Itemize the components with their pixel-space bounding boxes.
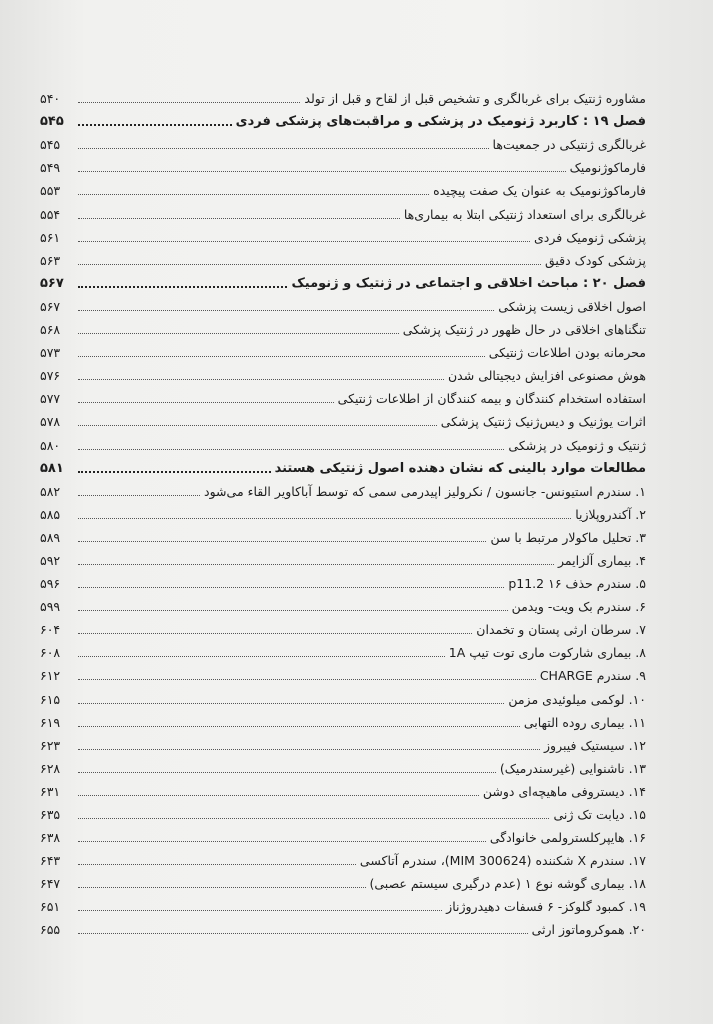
toc-entry-title: ۶. سندرم بک ویت- ویدمن bbox=[511, 599, 646, 615]
toc-chapter-heading bbox=[40, 107, 646, 130]
toc-entry-title: غربالگری ژنتیکی در جمعیت‌ها bbox=[492, 137, 646, 153]
dot-leader bbox=[78, 610, 508, 611]
toc-entry-title: مطالعات موارد بالینی که نشان دهنده اصول ژنتیکی هستند bbox=[274, 460, 646, 476]
toc-entry-title: ۲. آکندروپلازیا bbox=[575, 506, 646, 522]
toc-page-number: ۵۶۱ bbox=[40, 229, 61, 245]
toc-entry-title: محرمانه بودن اطلاعات ژنتیکی bbox=[488, 345, 646, 361]
toc-entry bbox=[40, 199, 646, 222]
toc-entry bbox=[40, 731, 646, 754]
toc-entry-title: ژنتیک و ژنومیک در پزشکی bbox=[508, 437, 646, 453]
dot-leader bbox=[78, 656, 445, 657]
toc-page-number: ۶۳۱ bbox=[40, 783, 61, 799]
toc-entry-title: اصول اخلاقی زیست پزشکی bbox=[498, 298, 646, 314]
dot-leader bbox=[78, 587, 504, 588]
toc-entry-title: ۱۵. دیابت تک ژنی bbox=[553, 807, 646, 822]
toc-entry-title: ۸. بیماری شارکوت ماری توت تیپ 1A bbox=[448, 645, 646, 661]
toc-entry-title: ۱۲. سیستیک فیبروز bbox=[544, 737, 646, 753]
toc-page-number: ۶۵۱ bbox=[40, 899, 61, 915]
toc-page-number: ۶۴۷ bbox=[40, 876, 61, 892]
toc-entry-title: ۵. سندرم حذف ۱۶ p11.2 bbox=[508, 576, 646, 592]
dot-leader bbox=[78, 310, 494, 311]
toc-page-number: ۵۴۵ bbox=[40, 114, 64, 130]
toc-entry-title: فارماکوژنومیک bbox=[569, 160, 646, 176]
toc-entry-title: غربالگری برای استعداد ژنتیکی ابتلا به بیماری‌ها bbox=[403, 206, 646, 222]
dot-leader bbox=[78, 910, 442, 911]
toc-entry bbox=[40, 246, 646, 269]
dot-leader bbox=[78, 264, 541, 265]
dot-leader bbox=[78, 379, 444, 380]
toc-entry bbox=[40, 407, 646, 430]
toc-page-number: ۵۴۵ bbox=[40, 137, 61, 153]
toc-entry bbox=[40, 361, 646, 384]
dot-leader bbox=[78, 726, 520, 727]
toc-page-number: ۵۷۶ bbox=[40, 368, 61, 384]
toc-entry bbox=[40, 892, 646, 915]
dot-leader bbox=[78, 402, 334, 403]
toc-entry-title: استفاده استخدام کنندگان و بیمه کنندگان از اطلاعات ژنتیکی bbox=[337, 391, 646, 407]
toc-entry bbox=[40, 430, 646, 453]
toc-page-number: ۵۸۲ bbox=[40, 483, 61, 499]
toc-entry bbox=[40, 84, 646, 107]
toc-entry bbox=[40, 338, 646, 361]
dot-leader bbox=[78, 772, 496, 773]
toc-entry-title: فصل ۱۹ : کاربرد ژنومیک در پزشکی و مراقبت‌های پزشکی فردی bbox=[235, 114, 646, 130]
dot-leader bbox=[78, 933, 528, 934]
toc-entry bbox=[40, 846, 646, 869]
toc-page-number: ۶۱۲ bbox=[40, 668, 61, 684]
table-of-contents bbox=[40, 84, 646, 938]
toc-page-number: ۵۸۹ bbox=[40, 529, 61, 545]
toc-entry-title: ۱۷. سندرم X شکننده (MIM 300624)، سندرم آتاکسی bbox=[359, 853, 646, 869]
toc-entry-title: فارماکوژنومیک به عنوان یک صفت پیچیده bbox=[433, 183, 646, 199]
dot-leader bbox=[78, 102, 300, 103]
dot-leader bbox=[78, 124, 232, 126]
toc-entry bbox=[40, 523, 646, 546]
toc-entry-title: پزشکی ژنومیک فردی bbox=[534, 229, 646, 245]
toc-page-number: ۵۸۵ bbox=[40, 506, 61, 522]
toc-entry-title: پزشکی کودک دقیق bbox=[544, 252, 646, 268]
dot-leader bbox=[78, 449, 504, 450]
dot-leader bbox=[78, 425, 437, 426]
toc-entry bbox=[40, 500, 646, 523]
dot-leader bbox=[78, 564, 554, 565]
toc-chapter-heading bbox=[40, 269, 646, 292]
toc-entry bbox=[40, 638, 646, 661]
toc-page-number: ۶۱۹ bbox=[40, 714, 61, 730]
toc-page-number: ۶۰۴ bbox=[40, 622, 61, 638]
dot-leader bbox=[78, 356, 485, 357]
toc-entry bbox=[40, 684, 646, 707]
toc-entry bbox=[40, 176, 646, 199]
dot-leader bbox=[78, 541, 486, 542]
toc-entry-title: ۱. سندرم استیونس- جانسون / نکرولیز اپیدرمی سمی که توسط آباکاویر القاء می‌شود bbox=[204, 483, 646, 499]
toc-entry bbox=[40, 130, 646, 153]
dot-leader bbox=[78, 333, 399, 334]
toc-page-number: ۶۰۸ bbox=[40, 645, 61, 661]
toc-page-number: ۵۷۳ bbox=[40, 345, 61, 361]
toc-entry-title: تنگناهای اخلاقی در حال ظهور در ژنتیک پزشکی bbox=[402, 322, 646, 338]
toc-entry-title: ۱۱. بیماری روده التهابی bbox=[523, 714, 646, 730]
toc-entry bbox=[40, 777, 646, 800]
dot-leader bbox=[78, 194, 429, 195]
dot-leader bbox=[78, 241, 530, 242]
dot-leader bbox=[78, 148, 489, 149]
toc-page-number: ۵۸۱ bbox=[40, 460, 64, 476]
dot-leader bbox=[78, 818, 549, 819]
dot-leader bbox=[78, 841, 486, 842]
toc-page-number: ۵۶۷ bbox=[40, 298, 61, 314]
toc-entry bbox=[40, 546, 646, 569]
toc-chapter-heading bbox=[40, 454, 646, 477]
toc-entry bbox=[40, 869, 646, 892]
toc-entry-title: هوش مصنوعی افزایش دیجیتالی شدن bbox=[448, 368, 646, 384]
toc-entry-title: ۷. سرطان ارثی پستان و تخمدان bbox=[476, 622, 646, 638]
dot-leader bbox=[78, 864, 356, 865]
toc-entry-title: ۱۹. کمبود گلوکز- ۶ فسفات دهیدروژناز bbox=[446, 899, 646, 915]
toc-page-number: ۵۹۹ bbox=[40, 599, 61, 615]
dot-leader bbox=[78, 633, 472, 634]
toc-entry-title: فصل ۲۰ : مباحث اخلاقی و اجتماعی در ژنتیک و ژنومیک bbox=[291, 275, 646, 291]
toc-page-number: ۶۵۵ bbox=[40, 922, 61, 938]
toc-page-number: ۵۴۰ bbox=[40, 91, 61, 107]
toc-page-number: ۵۴۹ bbox=[40, 160, 61, 176]
toc-entry-title: مشاوره ژنتیک برای غربالگری و تشخیص قبل از لقاح و قبل از تولد bbox=[304, 91, 646, 107]
toc-entry-title: ۱۸. بیماری گوشه نوع ۱ (عدم درگیری سیستم عصبی) bbox=[369, 876, 646, 892]
toc-page-number: ۶۴۳ bbox=[40, 853, 61, 869]
dot-leader bbox=[78, 795, 479, 796]
toc-page-number: ۶۲۸ bbox=[40, 760, 61, 776]
toc-entry bbox=[40, 592, 646, 615]
toc-page-number: ۶۱۵ bbox=[40, 691, 61, 707]
toc-entry bbox=[40, 223, 646, 246]
toc-page-number: ۵۷۷ bbox=[40, 391, 61, 407]
toc-page-number: ۵۹۶ bbox=[40, 576, 61, 592]
toc-entry bbox=[40, 800, 646, 823]
toc-entry-title: ۴. بیماری آلزایمر bbox=[558, 552, 646, 568]
toc-entry bbox=[40, 569, 646, 592]
dot-leader bbox=[78, 703, 504, 704]
dot-leader bbox=[78, 495, 200, 496]
toc-entry bbox=[40, 615, 646, 638]
toc-entry-title: ۱۶. هایپرکلسترولمی خانوادگی bbox=[489, 830, 646, 846]
toc-page-number: ۵۶۷ bbox=[40, 275, 64, 291]
toc-entry bbox=[40, 292, 646, 315]
dot-leader bbox=[78, 679, 536, 680]
toc-page-number: ۵۶۸ bbox=[40, 322, 61, 338]
toc-entry bbox=[40, 315, 646, 338]
toc-entry bbox=[40, 754, 646, 777]
toc-entry bbox=[40, 661, 646, 684]
toc-page-number: ۵۹۲ bbox=[40, 552, 61, 568]
toc-entry bbox=[40, 915, 646, 938]
dot-leader bbox=[78, 749, 540, 750]
toc-entry-title: ۱۳. ناشنوایی (غیرسندرمیک) bbox=[499, 760, 646, 776]
toc-entry-title: ۹. سندرم CHARGE bbox=[539, 668, 646, 684]
toc-entry-title: ۱۰. لوکمی میلوئیدی مزمن bbox=[508, 691, 646, 707]
toc-entry-title: ۳. تحلیل ماکولار مرتبط با سن bbox=[490, 529, 646, 545]
toc-entry-title: اثرات یوژنیک و دیس‌ژنیک ژنتیک پزشکی bbox=[440, 414, 646, 430]
toc-page-number: ۵۵۴ bbox=[40, 206, 61, 222]
toc-page-number: ۵۷۸ bbox=[40, 414, 61, 430]
toc-page-number: ۵۸۰ bbox=[40, 437, 61, 453]
dot-leader bbox=[78, 286, 287, 288]
toc-page-number: ۶۳۵ bbox=[40, 807, 61, 822]
dot-leader bbox=[78, 471, 271, 473]
toc-entry bbox=[40, 708, 646, 731]
toc-entry bbox=[40, 153, 646, 176]
dot-leader bbox=[78, 887, 366, 888]
toc-entry-title: ۱۴. دیستروفی ماهیچه‌ای دوشن bbox=[482, 783, 646, 799]
toc-entry bbox=[40, 477, 646, 500]
toc-entry bbox=[40, 823, 646, 846]
toc-page-number: ۶۳۸ bbox=[40, 830, 61, 846]
dot-leader bbox=[78, 171, 566, 172]
toc-page-number: ۶۲۳ bbox=[40, 737, 61, 753]
dot-leader bbox=[78, 218, 400, 219]
toc-page-number: ۵۶۳ bbox=[40, 252, 61, 268]
toc-entry bbox=[40, 384, 646, 407]
toc-page-number: ۵۵۳ bbox=[40, 183, 61, 199]
dot-leader bbox=[78, 518, 571, 519]
toc-entry-title: ۲۰. هموکروماتوز ارثی bbox=[531, 922, 646, 938]
